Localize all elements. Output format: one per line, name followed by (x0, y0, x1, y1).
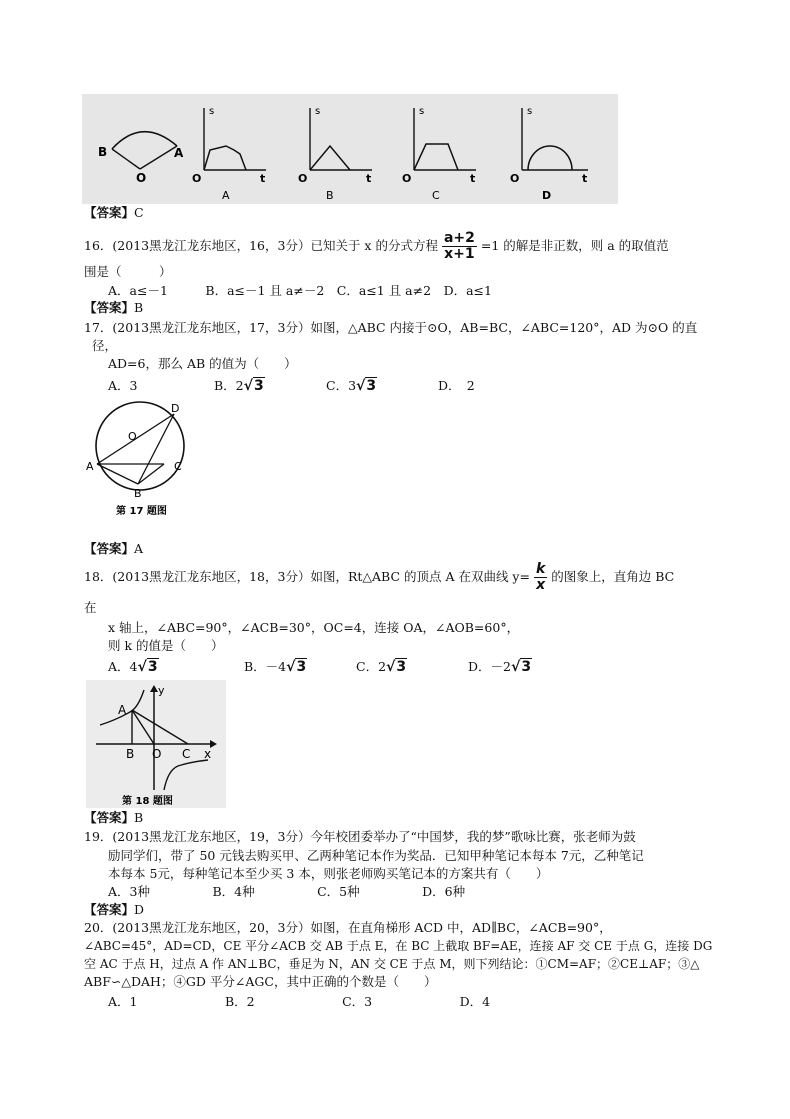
label-a: A (86, 460, 94, 473)
radicand: 3 (147, 659, 158, 675)
radicand: 3 (253, 378, 264, 394)
q18-stem-text-cont: 的图象上，直角边 BC (551, 569, 675, 584)
q20-line1: 20．(2013黑龙江龙东地区，20，3分）如图，在直角梯形 ACD 中，AD∥BC，∠ACB=90°， (84, 920, 612, 935)
radicand: 3 (366, 378, 377, 394)
answer-value: C (134, 205, 144, 220)
option-c-label: C．2 (356, 659, 387, 674)
sector-label-a: A (174, 146, 184, 160)
q17-figure (86, 400, 196, 518)
graph-d-s-label: s (527, 106, 533, 117)
option-d: D． 2 (438, 378, 475, 393)
q19-line2: 励同学们，带了 50 元钱去购买甲、乙两种笔记本作为奖品．已知甲种笔记本每本 7元，乙种笔记 (108, 848, 644, 863)
answer-tag: 【答案】 (84, 300, 135, 315)
label-b: B (134, 487, 142, 500)
option-b-label: B．－4 (244, 659, 287, 674)
q17-figure-svg (86, 400, 196, 518)
circle-o (96, 402, 184, 490)
option-c-label: C．3 (326, 378, 357, 393)
graph-a-t-label: t (260, 172, 266, 185)
q19-answer (84, 902, 144, 918)
chord-bc (138, 464, 164, 484)
option-c (326, 378, 377, 394)
q16-answer (84, 300, 143, 316)
q16-fraction (442, 231, 477, 262)
chord-bd (138, 414, 174, 484)
option-d (468, 659, 532, 675)
q18-stem-text: 18．(2013黑龙江龙东地区，18，3分）如图，Rt△ABC 的顶点 A 在双曲线 y= (84, 569, 530, 584)
q18-line2: 在 (84, 600, 97, 615)
radicand: 3 (296, 659, 307, 675)
q20-line2: ∠ABC=45°，AD=CD，CE 平分∠ACB 交 AB 于点 E，在 BC 上截取 BF=AE，连接 AF 交 CE 于点 G，连接 DG (84, 939, 713, 953)
label-b: B (126, 747, 135, 761)
label-o: O (128, 430, 137, 443)
q18-figure-svg (86, 680, 226, 808)
q18-fraction (534, 562, 547, 593)
q16-stem-text: 16．(2013黑龙江龙东地区，16，3分）已知关于 x 的分式方程 (84, 238, 438, 253)
q18-figure (86, 680, 226, 808)
graph-d-o-label: O (510, 172, 520, 185)
q18-line4: 则 k 的值是（ ） (108, 638, 224, 653)
answer-tag: 【答案】 (84, 541, 135, 556)
graph-c-t-label: t (470, 172, 476, 185)
figure-background (82, 94, 618, 204)
sector-label-o: O (136, 171, 147, 185)
graph-a-s-label: s (209, 106, 215, 117)
graph-b-t-label: t (366, 172, 372, 185)
q19-options: A．3种 B．4种 C．5种 D．6种 (108, 884, 466, 899)
q15-answer (84, 205, 144, 221)
option-b (214, 378, 265, 394)
label-o: O (152, 747, 162, 761)
answer-value: D (134, 902, 145, 917)
q16-stem-text-cont: =1 的解是非正数，则 a 的取值范 (480, 238, 669, 253)
label-a: A (118, 703, 127, 717)
q16-line1 (84, 230, 669, 262)
graph-a-o-label: O (192, 172, 202, 185)
graph-c-o-label: O (402, 172, 412, 185)
graph-a-caption: A (222, 189, 230, 202)
option-c (356, 659, 407, 675)
q16-line2: 围是（ ） (84, 264, 172, 279)
q17-caption: 第 17 题图 (116, 506, 167, 517)
radicand: 3 (521, 659, 532, 675)
q15-figure (82, 94, 618, 204)
label-c: C (182, 747, 191, 761)
option-b-label: B．2 (214, 378, 244, 393)
q18-caption: 第 18 题图 (122, 796, 173, 807)
label-c: C (174, 460, 182, 473)
answer-tag: 【答案】 (84, 205, 135, 220)
q18-line1 (84, 560, 674, 594)
sqrt-expression: √3 (286, 659, 307, 675)
radicand: 3 (396, 659, 407, 675)
sqrt-expression: √3 (137, 659, 158, 675)
graph-d-t-label: t (582, 172, 588, 185)
q19-line3: 本每本 5元，每种笔记本至少买 3 本，则张老师购买笔记本的方案共有（ ） (108, 866, 549, 881)
answer-tag: 【答案】 (84, 810, 135, 825)
graph-c-s-label: s (419, 106, 425, 117)
graph-b-caption: B (326, 189, 334, 202)
q15-figure-svg (82, 94, 618, 204)
q19-line1: 19．(2013黑龙江龙东地区，19，3分）今年校团委举办了“中国梦，我的梦”歌咏比赛，张老师为鼓 (84, 829, 636, 844)
option-a (108, 659, 159, 675)
option-d-label: D．－2 (468, 659, 511, 674)
option-a: A．3 (108, 378, 138, 393)
q20-line3: 空 AC 于点 H，过点 A 作 AN⊥BC，垂足为 N，AN 交 CE 于点 M，则下列结论：①CM=AF；②CE⊥AF；③△ (84, 957, 700, 971)
q20-line4: ABF∽△DAH；④GD 平分∠AGC，其中正确的个数是（ ） (84, 974, 437, 989)
fraction-denominator: x (536, 577, 546, 593)
q17-line3: AD=6，那么 AB 的值为（ ） (108, 356, 297, 371)
label-x: x (204, 747, 212, 761)
option-b (244, 659, 307, 675)
q20-options: A．1 B．2 C．3 D．4 (108, 994, 491, 1009)
sqrt-expression: √3 (386, 659, 407, 675)
q18-answer (84, 810, 143, 826)
label-y: y (158, 684, 165, 697)
graph-c-caption: C (432, 189, 440, 202)
q18-line3: x 轴上，∠ABC=90°，∠ACB=30°，OC=4，连接 OA，∠AOB=60°， (108, 620, 520, 635)
q17-line2: 径， (92, 338, 118, 353)
q16-options: A．a≤－1 B．a≤－1 且 a≠－2 C．a≤1 且 a≠2 D．a≤1 (108, 283, 492, 298)
graph-b-o-label: O (298, 172, 308, 185)
graph-d-caption: D (542, 189, 552, 202)
fraction-denominator: x+1 (444, 246, 475, 262)
sqrt-expression: √3 (356, 378, 377, 394)
label-d: D (171, 402, 180, 415)
q17-answer (84, 541, 143, 557)
answer-value: B (134, 810, 144, 825)
answer-value: A (134, 541, 144, 556)
q17-line1: 17．(2013黑龙江龙东地区，17，3分）如图，△ABC 内接于⊙O，AB=BC，∠ABC=120°，AD 为⊙O 的直 (84, 320, 698, 335)
fraction-numerator: a+2 (443, 230, 475, 246)
fraction-numerator: k (535, 561, 546, 577)
sqrt-expression: √3 (510, 659, 532, 675)
chord-ab (97, 464, 138, 484)
answer-value: B (134, 300, 144, 315)
sqrt-expression: √3 (243, 378, 264, 394)
option-a-label: A．4 (108, 659, 138, 674)
graph-b-s-label: s (315, 106, 321, 117)
answer-tag: 【答案】 (84, 902, 135, 917)
sector-label-b: B (98, 145, 108, 159)
